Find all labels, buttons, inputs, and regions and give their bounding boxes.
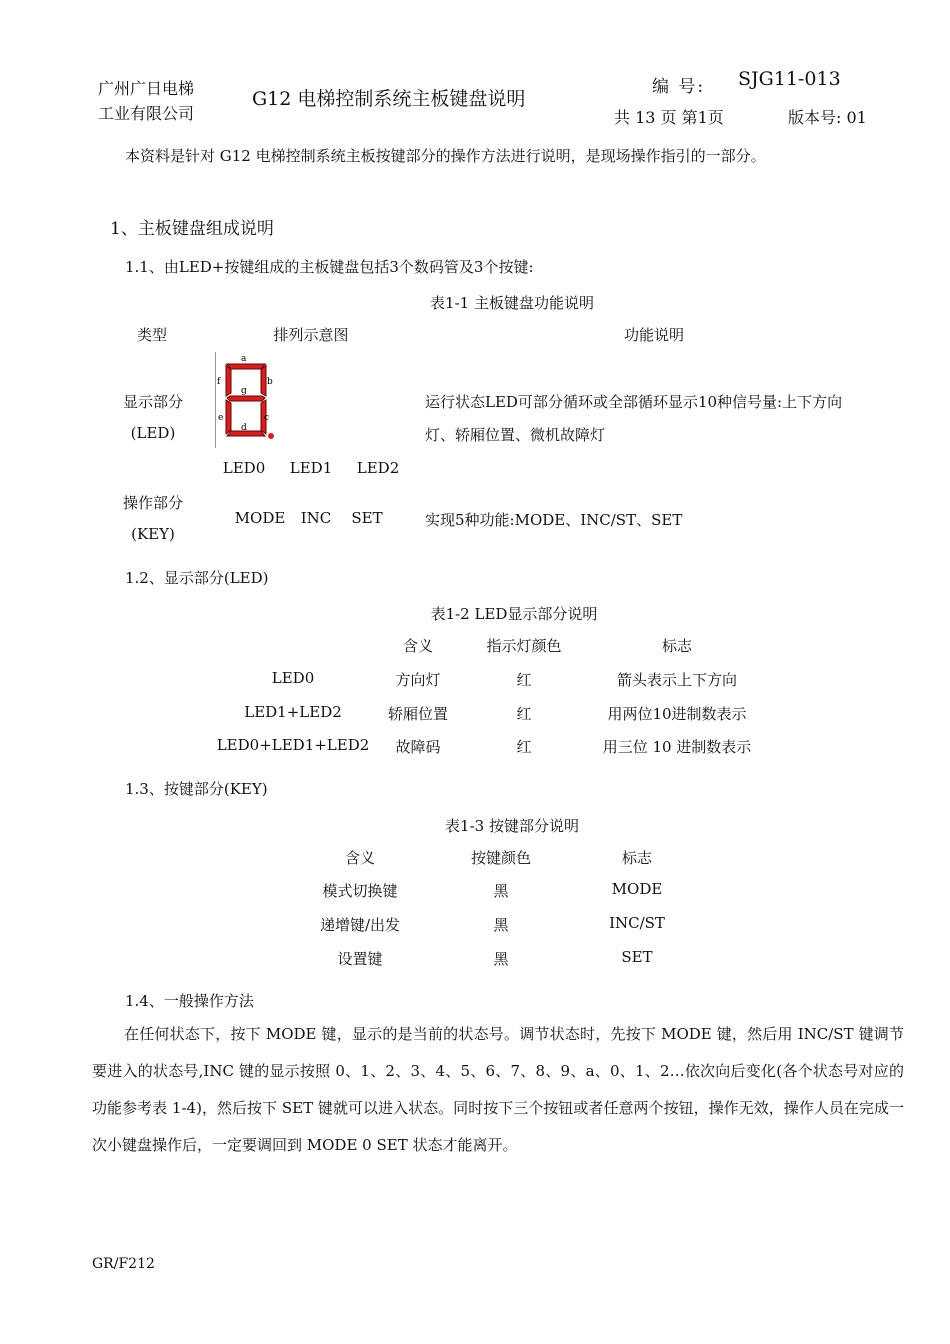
- table3-header-sign: 标志: [621, 849, 653, 867]
- section-heading: 1、主板键盘组成说明: [110, 219, 274, 239]
- operation-paragraph: [92, 1016, 904, 1164]
- segment-label-e: e: [218, 413, 224, 423]
- led-type-label: 显示部分: [122, 393, 184, 411]
- table2-color: 红: [516, 705, 532, 723]
- table2-color: 红: [516, 671, 532, 689]
- form-code: GR/F212: [92, 1256, 155, 1272]
- decimal-point: [268, 433, 274, 439]
- table2-caption: 表1-2 LED显示部分说明: [430, 605, 598, 623]
- led-name-2: LED2: [356, 459, 400, 477]
- segment-label-a: a: [241, 354, 247, 364]
- intro-text: 本资料是针对 G12 电梯控制系统主板按键部分的操作方法进行说明，是现场操作指引的一部分。: [125, 147, 766, 165]
- table1-header-diagram: 排列示意图: [273, 326, 349, 344]
- table3-caption: 表1-3 按键部分说明: [445, 817, 579, 835]
- seven-segment-diagram: [215, 352, 275, 448]
- led-name-0: LED0: [222, 459, 266, 477]
- table2-led: LED1+LED2: [244, 703, 342, 721]
- key-name-set: SET: [351, 509, 383, 527]
- table2-led: LED0+LED1+LED2: [216, 736, 370, 754]
- subsection-1-4: 1.4、一般操作方法: [125, 992, 254, 1010]
- table3-meaning: 设置键: [337, 950, 383, 968]
- table1-header-type: 类型: [136, 326, 168, 344]
- table3-sign: MODE: [611, 880, 663, 898]
- document-title: G12 电梯控制系统主板键盘说明: [252, 88, 526, 110]
- key-type-abbrev: (KEY): [131, 525, 175, 543]
- key-function: 实现5种功能:MODE、INC/ST、SET: [425, 511, 683, 529]
- led-name-1: LED1: [289, 459, 333, 477]
- table2-header-color: 指示灯颜色: [486, 637, 562, 655]
- doc-number-label: 编 号:: [652, 77, 706, 97]
- company-name: [98, 76, 194, 126]
- segment-label-b: b: [267, 377, 273, 387]
- version-number: 版本号: 01: [788, 108, 867, 127]
- table3-header-color: 按键颜色: [470, 849, 532, 867]
- subsection-1-3: 1.3、按键部分(KEY): [125, 780, 268, 798]
- table2-meaning: 故障码: [395, 738, 441, 756]
- segment-a: [227, 364, 265, 369]
- segment-label-c: c: [264, 413, 270, 423]
- key-type-label: 操作部分: [122, 494, 184, 512]
- seven-segment-svg: [215, 352, 275, 448]
- segment-label-d: d: [241, 423, 247, 433]
- table2-header-sign: 标志: [661, 637, 693, 655]
- segment-label-f: f: [217, 377, 221, 387]
- segment-label-g: g: [241, 386, 247, 396]
- led-function-line1: 运行状态LED可部分循环或全部循环显示10种信号量:上下方向: [425, 393, 843, 411]
- table3-sign: INC/ST: [609, 914, 665, 932]
- subsection-1-2: 1.2、显示部分(LED): [125, 569, 269, 587]
- table1-header-function: 功能说明: [623, 326, 685, 344]
- table2-meaning: 方向灯: [395, 671, 441, 689]
- table3-meaning: 模式切换键: [322, 882, 398, 900]
- doc-number-value: SJG11-013: [738, 68, 841, 90]
- segment-e: [226, 400, 231, 434]
- table3-color: 黑: [493, 916, 509, 934]
- table2-led: LED0: [271, 669, 315, 687]
- table1-caption: 表1-1 主板键盘功能说明: [430, 294, 594, 312]
- company-name-line2: 工业有限公司: [98, 104, 195, 123]
- operation-paragraph-text: 在任何状态下，按下 MODE 键，显示的是当前的状态号。调节状态时，先按下 MODE 键，然后用 INC/ST 键调节要进入的状态号,INC 键的显示按照 0、1、2、3、4、5、6、7、8、9、a、0、1、2…依次向后变化(各个状态号对应的功能参考表 1-4)，然后按下 SET 键就可以进入状态。同时按下三个按钮或者任意两个按钮，操作无效，操作人员在完成一次小键盘操作后，一定要调回到 MODE 0 SET 状态才能离开。: [92, 1025, 904, 1154]
- led-type-abbrev: (LED): [130, 424, 176, 442]
- table2-color: 红: [516, 738, 532, 756]
- table3-color: 黑: [493, 882, 509, 900]
- table2-header-meaning: 含义: [402, 637, 434, 655]
- segment-f: [226, 365, 231, 396]
- table3-sign: SET: [621, 948, 653, 966]
- table2-meaning: 轿厢位置: [387, 705, 449, 723]
- table3-color: 黑: [493, 950, 509, 968]
- table2-sign: 箭头表示上下方向: [616, 671, 738, 689]
- key-name-mode: MODE: [234, 509, 286, 527]
- key-name-inc: INC: [300, 509, 332, 527]
- table2-sign: 用三位 10 进制数表示: [602, 738, 752, 756]
- company-name-line1: 广州广日电梯: [98, 79, 195, 98]
- table2-sign: 用两位10进制数表示: [607, 705, 747, 723]
- page-count: 共 13 页 第1页: [614, 108, 724, 127]
- subsection-1-1: 1.1、由LED+按键组成的主板键盘包括3个数码管及3个按键:: [125, 258, 534, 276]
- segment-b: [261, 365, 266, 396]
- led-function-line2: 灯、轿厢位置、微机故障灯: [425, 426, 606, 444]
- table3-header-meaning: 含义: [344, 849, 376, 867]
- table3-meaning: 递增键/出发: [319, 916, 401, 934]
- segment-g: [227, 396, 265, 401]
